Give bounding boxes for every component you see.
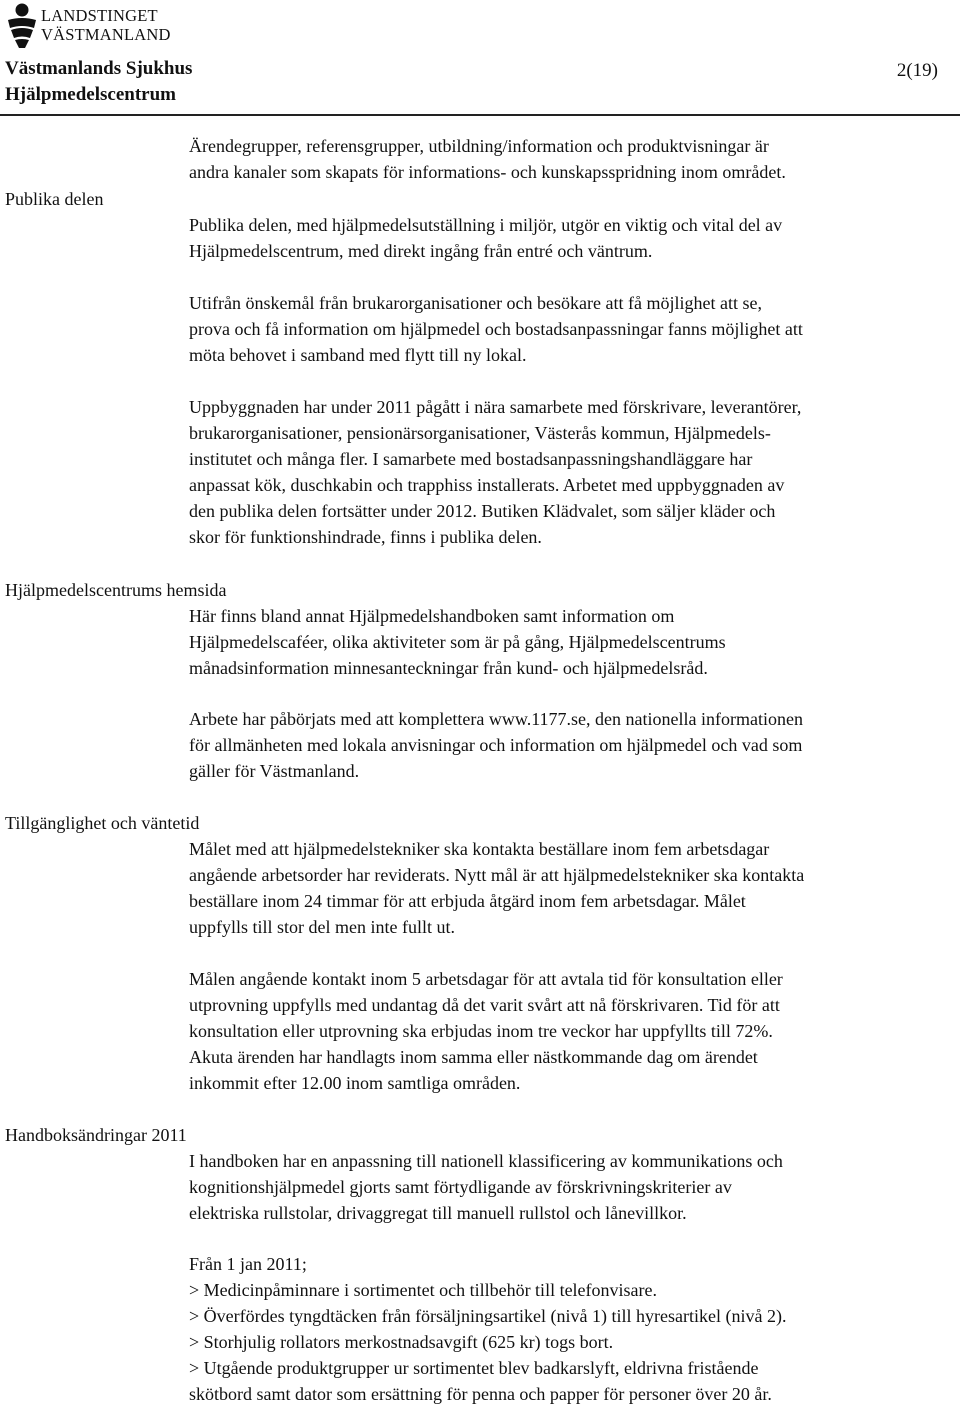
section-label-tillganglighet: Tillgänglighet och väntetid [5, 813, 200, 833]
text-line: Ärendegrupper, referensgrupper, utbildning/information och produktvisningar är [189, 136, 769, 156]
paragraph [189, 212, 959, 264]
text-line: för allmänheten med lokala anvisningar och information om hjälpmedel och vad som [189, 735, 803, 755]
header-divider [0, 114, 960, 116]
list-item: > Utgående produktgrupper ur sortimentet blev badkarslyft, eldrivna fristående [189, 1358, 759, 1378]
paragraph [189, 836, 959, 940]
text-line: anpassat kök, duschkabin och trapphiss installerats. Arbetet med uppbyggnaden av [189, 475, 785, 495]
logo-text [41, 6, 171, 44]
paragraph [189, 290, 959, 368]
header-department: Hjälpmedelscentrum [5, 84, 176, 105]
text-line: institutet och många fler. I samarbete med bostadsanpassningshandläggare har [189, 449, 753, 469]
text-line: elektriska rullstolar, drivaggregat till manuell rullstol och lånevillkor. [189, 1203, 687, 1223]
list-item: > Storhjulig rollators merkostnadsavgift (625 kr) togs bort. [189, 1332, 614, 1352]
paragraph [189, 394, 959, 550]
paragraph [189, 1148, 959, 1226]
list-item: > Medicinpåminnare i sortimentet och tillbehör till telefonvisare. [189, 1280, 658, 1300]
text-line: Hjälpmedelscaféer, olika aktiviteter som är på gång, Hjälpmedelscentrums [189, 632, 726, 652]
text-line: Utifrån önskemål från brukarorganisationer och besökare att få möjlighet att se, [189, 293, 762, 313]
text-line: Publika delen, med hjälpmedelsutställning i miljör, utgör en viktig och vital del av [189, 215, 783, 235]
text-line: konsultation eller utprovning ska erbjudas inom tre veckor har uppfyllts till 72%. [189, 1021, 773, 1041]
logo-line-1: LANDSTINGET [41, 6, 158, 25]
text-line: beställare inom 24 timmar för att erbjuda åtgärd inom fem arbetsdagar. Målet [189, 891, 746, 911]
section-label-handbok: Handboksändringar 2011 [5, 1125, 187, 1145]
logo-line-2: VÄSTMANLAND [41, 25, 171, 44]
page-number: 2(19) [896, 60, 938, 81]
section-label-hemsida: Hjälpmedelscentrums hemsida [5, 580, 227, 600]
text-line: inkommit efter 12.00 inom samtliga områden. [189, 1073, 521, 1093]
text-line: månadsinformation minnesanteckningar från kund- och hjälpmedelsråd. [189, 658, 708, 678]
text-line: utprovning uppfylls med undantag då det varit svårt att nå förskrivaren. Tid för att [189, 995, 780, 1015]
text-line: kognitionshjälpmedel gjorts samt förtydligande av förskrivningskriterier av [189, 1177, 732, 1197]
text-line: uppfylls till stor del men inte fullt ut. [189, 917, 455, 937]
text-line: skötbord samt dator som ersättning för penna och papper för personer över 20 år. [189, 1384, 772, 1404]
text-line: Hjälpmedelscentrum, med direkt ingång från entré och väntrum. [189, 241, 653, 261]
text-line: Från 1 jan 2011; [189, 1254, 307, 1274]
text-line: Arbete har påbörjats med att komplettera www.1177.se, den nationella informationen [189, 709, 803, 729]
text-line: Målet med att hjälpmedelstekniker ska kontakta beställare inom fem arbetsdagar [189, 839, 770, 859]
list-item: > Överfördes tyngdtäcken från försäljningsartikel (nivå 1) till hyresartikel (nivå 2). [189, 1306, 787, 1326]
text-line: andra kanaler som skapats för informations- och kunskapsspridning inom området. [189, 162, 786, 182]
paragraph [189, 133, 959, 185]
section-label-publika: Publika delen [5, 189, 104, 209]
text-line: angående arbetsorder har reviderats. Nytt mål är att hjälpmedelstekniker ska kontakta [189, 865, 805, 885]
text-line: Målen angående kontakt inom 5 arbetsdagar för att avtala tid för konsultation eller [189, 969, 783, 989]
text-line: Uppbyggnaden har under 2011 pågått i nära samarbete med förskrivare, leverantörer, [189, 397, 802, 417]
text-line: gäller för Västmanland. [189, 761, 360, 781]
paragraph [189, 603, 959, 681]
paragraph [189, 966, 959, 1096]
crest-icon [5, 2, 39, 48]
text-line: skor för funktionshindrade, finns i publika delen. [189, 527, 542, 547]
paragraph [189, 1251, 959, 1407]
landstinget-logo [5, 2, 175, 50]
text-line: den publika delen fortsätter under 2012. Butiken Klädvalet, som säljer kläder och [189, 501, 776, 521]
text-line: Här finns bland annat Hjälpmedelshandboken samt information om [189, 606, 675, 626]
text-line: prova och få information om hjälpmedel och bostadsanpassningar fanns möjlighet att [189, 319, 803, 339]
text-line: brukarorganisationer, pensionärsorganisationer, Västerås kommun, Hjälpmedels- [189, 423, 771, 443]
text-line: I handboken har en anpassning till nationell klassificering av kommunikations och [189, 1151, 783, 1171]
header-organization: Västmanlands Sjukhus [5, 58, 193, 79]
paragraph [189, 706, 959, 784]
text-line: Akuta ärenden har handlagts inom samma eller nästkommande dag om ärendet [189, 1047, 758, 1067]
text-line: möta behovet i samband med flytt till ny lokal. [189, 345, 527, 365]
